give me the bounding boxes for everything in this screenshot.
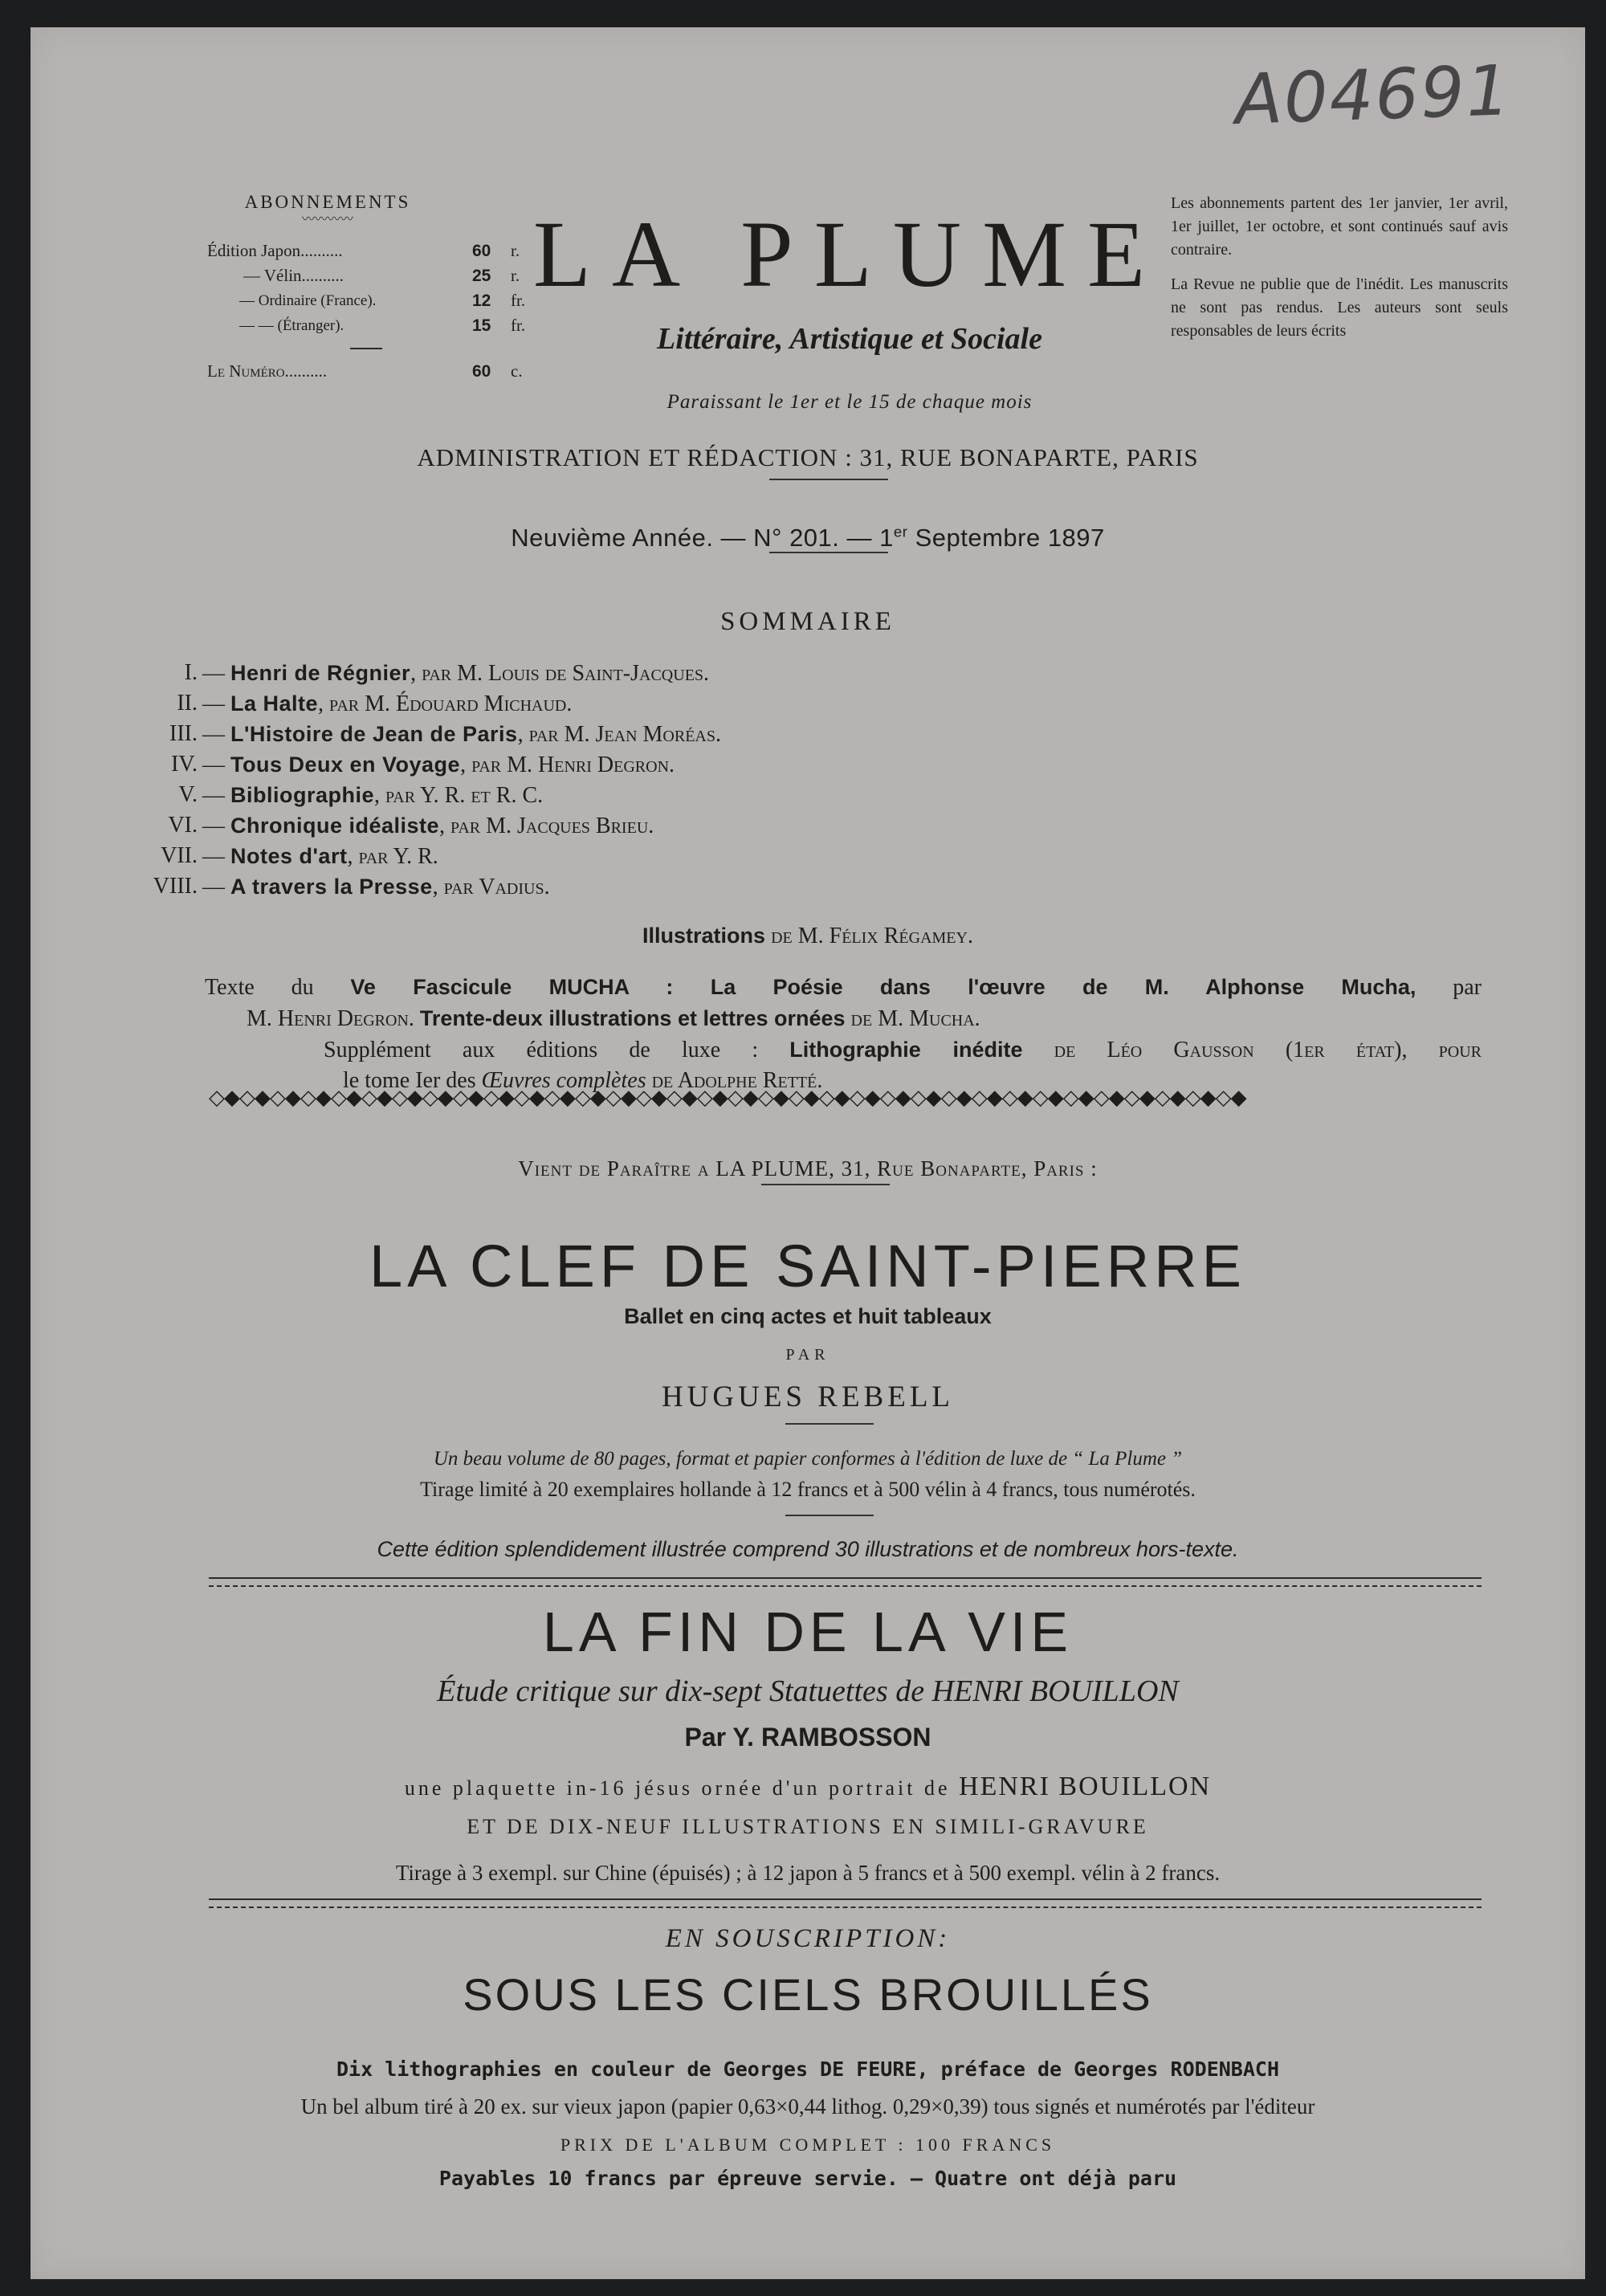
- page: [31, 27, 1585, 2279]
- toc-item: II. — La Halte, par M. Édouard Michaud.: [177, 691, 573, 716]
- book-edition-note: Cette édition splendidement illustrée comprend 30 illustrations et de nombreux hors-texte.: [377, 1537, 1239, 1561]
- toc-item: VI. — Chronique idéaliste, par M. Jacques Brieu.: [168, 813, 654, 838]
- toc-item: I. — Henri de Régnier, par M. Louis de Saint-Jacques.: [184, 660, 710, 686]
- book-format: une plaquette in-16 jésus ornée d'un portrait de HENRI BOUILLON: [404, 1772, 1212, 1801]
- album-payment: Payables 10 francs par épreuve servie. — Quatre ont déjà paru: [438, 2167, 1177, 2190]
- abonnement-row: — — (Étranger). 15 fr.: [239, 316, 526, 335]
- toc-item: III. — L'Histoire de Jean de Paris, par M. Jean Moréas.: [169, 721, 721, 747]
- book-subtitle: Étude critique sur dix-sept Statuettes de HENRI BOUILLON: [437, 1674, 1179, 1708]
- divider: [769, 552, 888, 553]
- toc-item: V. — Bibliographie, par Y. R. et R. C.: [178, 782, 544, 808]
- album-description: Dix lithographies en couleur de Georges DE FEURE, préface de Georges RODENBACH: [336, 2057, 1279, 2081]
- divider: [785, 1423, 874, 1425]
- book-subtitle: Ballet en cinq actes et huit tableaux: [624, 1304, 992, 1328]
- book-title: LA FIN DE LA VIE: [542, 1601, 1074, 1663]
- divider: [769, 479, 888, 480]
- subscription-note: [1171, 192, 1508, 354]
- vient-de-paraitre: Vient de Paraître a LA PLUME, 31, Rue Bonaparte, Paris :: [518, 1156, 1098, 1181]
- book-title: LA CLEF DE SAINT-PIERRE: [369, 1233, 1247, 1299]
- book-tirage: Tirage à 3 exempl. sur Chine (épuisés) ; à 12 japon à 5 francs et à 500 exempl. vélin à 2 francs.: [395, 1861, 1221, 1885]
- divider: [350, 348, 382, 349]
- album-details: Un bel album tiré à 20 ex. sur vieux japon (papier 0,63×0,44 lithog. 0,29×0,39) tous signés et numérotés par l'éditeur: [300, 2094, 1315, 2119]
- abonnement-row: — Ordinaire (France). 12 fr.: [239, 291, 526, 310]
- par-label: PAR: [785, 1346, 830, 1364]
- administration-address: ADMINISTRATION ET RÉDACTION : 31, RUE BONAPARTE, PARIS: [417, 443, 1199, 471]
- souscription-label: EN SOUSCRIPTION:: [665, 1924, 951, 1953]
- double-rule: [209, 1577, 1482, 1587]
- book-tirage: Tirage limité à 20 exemplaires hollande à 12 francs et à 500 vélin à 4 francs, tous numérotés.: [420, 1478, 1196, 1501]
- abonnements-block: [207, 192, 560, 384]
- book-author: HUGUES REBELL: [661, 1380, 955, 1413]
- double-rule: [209, 1898, 1482, 1908]
- sommaire-title: SOMMAIRE: [720, 607, 895, 636]
- abonnement-row: Édition Japon.......... 60 r.: [207, 241, 520, 260]
- squiggle-ornament: 〰〰〰〰: [301, 213, 353, 226]
- book-description: Un beau volume de 80 pages, format et papier conformes à l'édition de luxe de “ La Plume ”: [433, 1448, 1183, 1470]
- note-paragraph: Les abonnements partent des 1er janvier, 1er avril, 1er juillet, 1er octobre, et sont continués sauf avis contraire.: [1171, 194, 1508, 259]
- book-illustrations: ET DE DIX-NEUF ILLUSTRATIONS EN SIMILI-GRAVURE: [467, 1815, 1149, 1838]
- divider: [761, 1184, 890, 1185]
- album-price: PRIX DE L'ALBUM COMPLET : 100 FRANCS: [560, 2135, 1056, 2155]
- abonnements-title: ABONNEMENTS: [244, 192, 411, 212]
- album-title: SOUS LES CIELS BROUILLÉS: [463, 1969, 1153, 2020]
- fascicule-text: Texte du Ve Fascicule MUCHA : La Poésie dans l'œuvre de M. Alphonse Mucha, par M. Henri Degron. Trente-deux illustrations et lettres ornées de M. Mucha. Supplément aux éditions de luxe : Lithographie inédite de Léo Gausson (1er état), pour le tome Ier des Œuvres complètes de Adolphe Retté.: [205, 975, 1482, 1093]
- toc-item: VIII. — A travers la Presse, par Vadius.: [153, 874, 550, 899]
- book-author: Par Y. RAMBOSSON: [684, 1723, 931, 1752]
- parution-line: Paraissant le 1er et le 15 de chaque mois: [666, 391, 1033, 413]
- note-paragraph: La Revue ne publie que de l'inédit. Les manuscrits ne sont pas rendus. Les auteurs sont seuls responsables de leurs écrits: [1171, 275, 1508, 340]
- table-of-contents: [153, 658, 1219, 902]
- abonnement-row: — Vélin.......... 25 r.: [243, 266, 520, 285]
- journal-title: LA PLUME: [532, 202, 1167, 307]
- issue-line: Neuvième Année. — N° 201. — 1er Septembre 1897: [511, 523, 1105, 552]
- toc-item: VII. — Notes d'art, par Y. R.: [161, 843, 438, 869]
- illustrations-line: Illustrations de M. Félix Régamey.: [642, 924, 973, 948]
- handwritten-annotation: A04691: [1233, 51, 1514, 141]
- ornamental-border: ◇◆◇◆◇◆◇◆◇◆◇◆◇◆◇◆◇◆◇◆◇◆◇◆◇◆◇◆◇◆◇◆◇◆◇◆◇◆◇◆◇◆◇◆◇◆◇◆◇◆◇◆◇◆◇◆◇◆◇◆◇◆◇◆◇◆◇◆: [209, 1086, 1246, 1110]
- journal-subtitle: Littéraire, Artistique et Sociale: [657, 322, 1042, 356]
- toc-item: IV. — Tous Deux en Voyage, par M. Henri Degron.: [171, 752, 675, 777]
- divider: [785, 1515, 874, 1516]
- numero-row: Le Numéro.......... 60 c.: [207, 361, 523, 381]
